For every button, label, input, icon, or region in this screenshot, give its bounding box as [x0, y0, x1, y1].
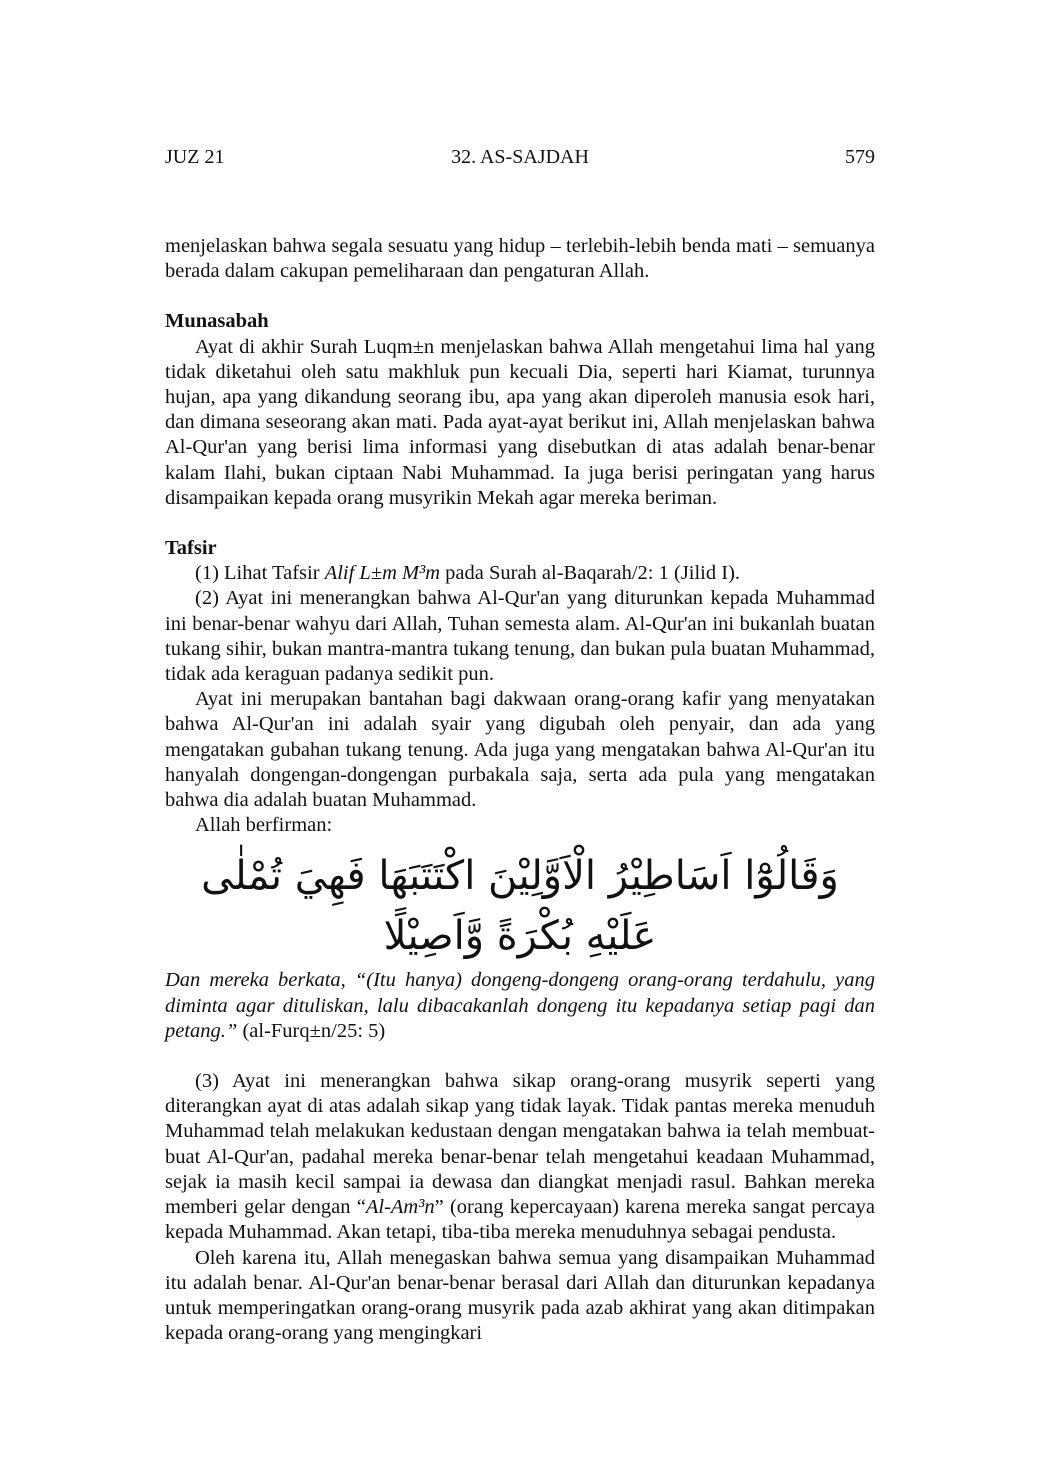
p1-prefix: (1) Lihat Tafsir	[195, 562, 325, 585]
tafsir-heading: Tafsir	[165, 537, 217, 560]
surah-title: 32. AS-SAJDAH	[451, 146, 589, 168]
page-body	[165, 234, 875, 1346]
arabic-verse: وَقَالُوْٓا اَسَاطِيْرُ الْاَوَّلِيْنَ اكْتَتَبَهَا فَهِيَ تُمْلٰى عَلَيْهِ بُكْرَةً وَّاَصِيْلًا	[201, 853, 839, 960]
tafsir-paragraph-5	[165, 1069, 875, 1245]
translation-text: Dan mereka berkata, “(Itu hanya) dongeng-dongeng orang-orang terdahulu, yang diminta agar dituliskan, lalu dibacakanlah dongeng itu kepadanya setiap pagi dan petang.”	[165, 969, 875, 1042]
juz-label: JUZ 21	[165, 146, 225, 168]
p1-italic-term: Alif L±m M³m	[324, 562, 441, 585]
munasabah-paragraph: Ayat di akhir Surah Luqm±n menjelaskan bahwa Allah mengetahui lima hal yang tidak diketahui oleh satu makhluk pun kecuali Dia, seperti hari Kiamat, turunnya hujan, apa yang dikandung seorang ibu, apa yang akan diperoleh manusia esok hari, dan dimana seseorang akan mati. Pada ayat-ayat berikut ini, Allah menjelaskan bahwa Al-Qur'an yang berisi lima informasi yang disebutkan di atas adalah benar-benar kalam Ilahi, bukan ciptaan Nabi Muhammad. Ia juga berisi peringatan yang harus disampaikan kepada orang musyrikin Mekah agar mereka beriman.	[165, 335, 875, 509]
intro-paragraph: menjelaskan bahwa segala sesuatu yang hidup – terlebih-lebih benda mati – semuanya berada dalam cakupan pemeliharaan dan pengaturan Allah.	[165, 235, 875, 283]
tafsir-paragraph-1	[165, 561, 875, 586]
page-number: 579	[845, 146, 875, 168]
munasabah-heading: Munasabah	[165, 310, 269, 333]
tafsir-paragraph-3: Ayat ini merupakan bantahan bagi dakwaan orang-orang kafir yang menyatakan bahwa Al-Qur'an ini adalah syair yang digubah oleh penyair, dan ada yang mengatakan gubahan tukang tenung. Ada juga yang mengatakan bahwa Al-Qur'an itu hanyalah dongengan-dongengan purbakala saja, serta ada pula yang mengatakan bahwa dia adalah buatan Muhammad.	[165, 688, 875, 812]
tafsir-paragraph-2: (2) Ayat ini menerangkan bahwa Al-Qur'an yang diturunkan kepada Muhammad ini benar-benar wahyu dari Allah, Tuhan semesta alam. Al-Qur'an ini bukanlah buatan tukang sihir, bukan mantra-mantra tukang tenung, dan bukan pula buatan Muhammad, tidak ada keraguan padanya sedikit pun.	[165, 587, 875, 686]
p5-suffix: ” (orang kepercayaan) karena mereka sangat percaya kepada Muhammad. Akan tetapi, tiba-tiba mereka menuduhnya sebagai pendusta.	[165, 1196, 875, 1244]
tafsir-paragraph-4: Allah berfirman:	[195, 814, 333, 837]
p1-suffix: pada Surah al-Baqarah/2: 1 (Jilid I).	[440, 562, 741, 585]
translation-reference: (al-Furq±n/25: 5)	[237, 1019, 386, 1042]
tafsir-paragraph-6: Oleh karena itu, Allah menegaskan bahwa semua yang disampaikan Muhammad itu adalah benar. Al-Qur'an benar-benar berasal dari Allah dan diturunkan kepadanya untuk memperingatkan orang-orang musyrik pada azab akhirat yang akan ditimpakan kepada orang-orang yang mengingkari	[165, 1246, 875, 1345]
verse-translation	[165, 968, 875, 1044]
p5-italic-term: Al-Am³n	[365, 1196, 435, 1219]
page-header	[165, 146, 875, 172]
p5-prefix: (3) Ayat ini menerangkan bahwa sikap orang-orang musyrik seperti yang diterangkan ayat di atas adalah sikap yang tidak layak. Tidak pantas mereka menuduh Muhammad telah melakukan kedustaan dengan mengatakan bahwa ia telah membuat-buat Al-Qur'an, padahal mereka benar-benar telah mengetahui keadaan Muhammad, sejak ia masih kecil sampai ia dewasa dan diangkat menjadi rasul. Bahkan mereka memberi gelar dengan “	[165, 1070, 875, 1219]
